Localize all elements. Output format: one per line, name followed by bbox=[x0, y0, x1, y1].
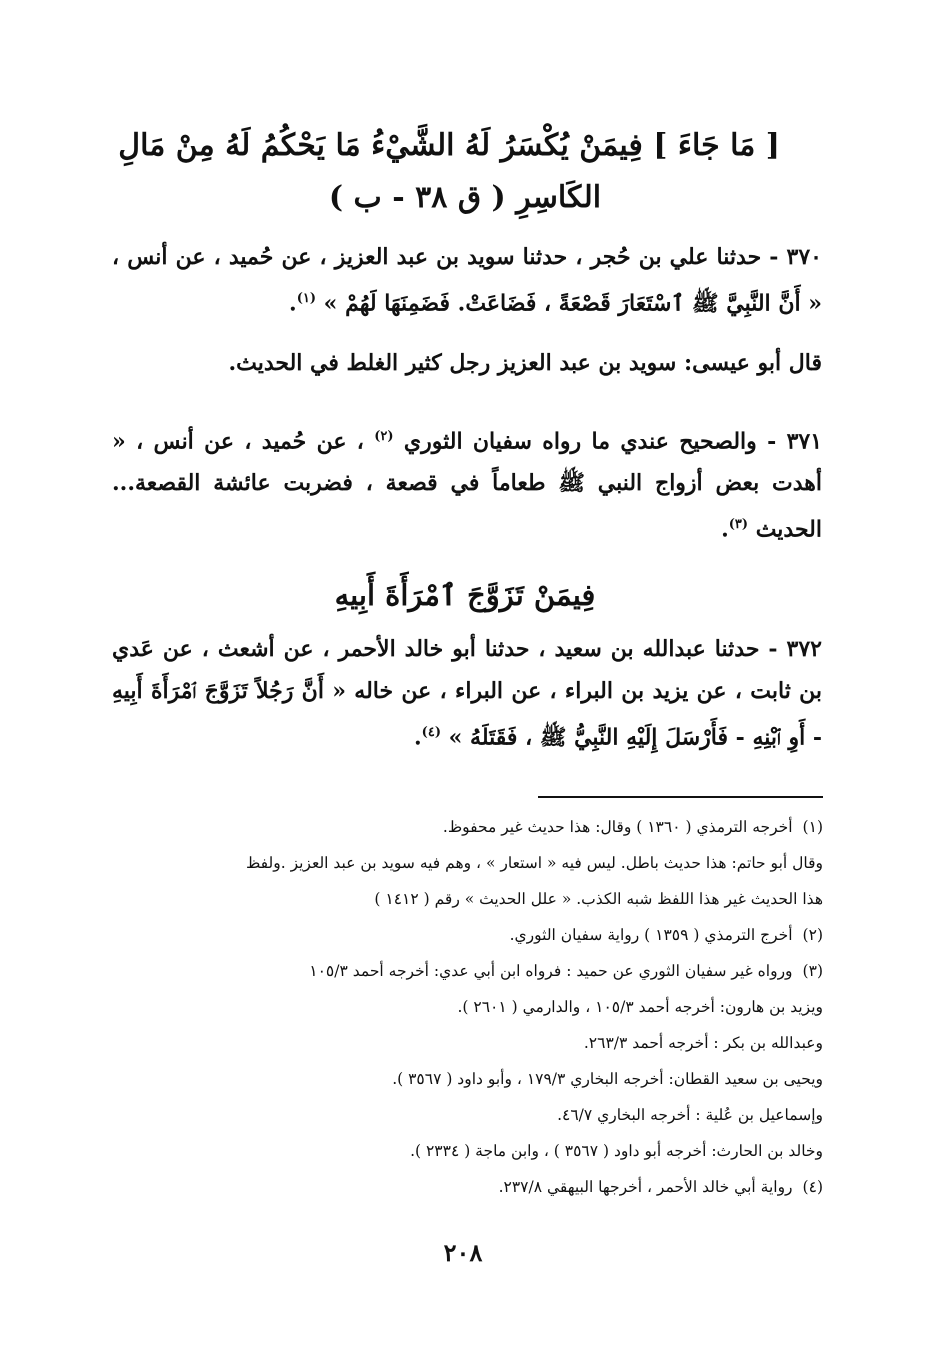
footnote-1-line-3: هذا الحديث غير هذا اللفظ شبه الكذب. « علل الحديث » رقم ( ١٤١٢ ) bbox=[374, 890, 823, 908]
chapter-heading-line-1: [ مَا جَاءَ ] فِيمَنْ يُكْسَرُ لَهُ الشَّيْءُ مَا يَحْكُمُ لَهُ مِنْ مَالِ bbox=[118, 128, 780, 163]
hadith-370-paragraph: ٣٧٠ - حدثنا علي بن حُجر ، حدثنا سويد بن عبد العزيز ، عن حُميد ، عن أنس ، « أَنَّ النَّبِيَّ ﷺ ٱسْتَعَارَ قَصْعَةً ، فَضَاعَتْ. فَضَمِنَهَا لَهُمْ » $^{(١)}$. bbox=[112, 244, 822, 317]
footnote-divider bbox=[538, 796, 823, 798]
abu-isa-comment: قال أبو عيسى: سويد بن عبد العزيز رجل كثير الغلط في الحديث. bbox=[228, 350, 822, 376]
page-number: ٢٠٨ bbox=[443, 1238, 483, 1267]
hadith-370-text: ٣٧٠ - حدثنا علي بن حُجر ، حدثنا سويد بن عبد العزيز ، عن حُميد ، عن أنس ، « أَنَّ النَّبِيَّ ﷺ ٱسْتَعَارَ قَصْعَةً ، فَضَاعَتْ. فَضَمِنَهَا لَهُمْ » bbox=[112, 244, 822, 317]
hadith-372-text: ٣٧٢ - حدثنا عبدالله بن سعيد ، حدثنا أبو خالد الأحمر ، عن أشعث ، عن عَدي بن ثابت ، عن يزيد بن البراء ، عن البراء ، عن خاله « أَنَّ رَجُلاً تَزَوَّجَ ٱمْرَأَةَ أَبِيهِ - أَوِ ٱبْنِهِ - فَأَرْسَلَ إِلَيْهِ النَّبِيُّ ﷺ ، فَقَتَلَهُ » bbox=[112, 636, 822, 751]
footnote-ref-3: (٣) bbox=[728, 517, 749, 533]
chapter-heading-line-2: الكَاسِرِ ( ق ٣٨ - ب ) bbox=[328, 180, 602, 215]
footnote-1-line-2: وقال أبو حاتم: هذا حديث باطل. ليس فيه « استعار » ، وهم فيه سويد بن عبد العزيز .ولفظ bbox=[245, 854, 823, 872]
hadith-371-paragraph bbox=[112, 416, 822, 551]
footnote-2-number: (٢) bbox=[802, 926, 823, 944]
footnote-3-line-5: وإسماعيل بن عُلية : أخرجه البخاري ٤٦/٧. bbox=[557, 1106, 823, 1124]
footnote-1-line-1 bbox=[100, 812, 823, 842]
section-heading: فِيمَنْ تَزَوَّجَ ٱمْرَأَةَ أَبِيهِ bbox=[334, 578, 596, 612]
footnote-1-number: (١) bbox=[802, 818, 823, 836]
footnote-3-line-2: ويزيد بن هارون: أخرجه أحمد ١٠٥/٣ ، والدارمي ( ٢٦٠١ ). bbox=[457, 998, 823, 1016]
hadith-372-end: . bbox=[414, 724, 422, 751]
footnote-4-line-1 bbox=[100, 1172, 823, 1202]
footnote-3-number: (٣) bbox=[802, 962, 823, 980]
footnote-3-line-1 bbox=[100, 956, 823, 986]
footnote-3-text: ورواه غير سفيان الثوري عن حميد : فرواه ابن أبي عدي: أخرجه أحمد ١٠٥/٣ bbox=[309, 962, 793, 980]
footnote-3-line-3: وعبدالله بن بكر : أخرجه أحمد ٢٦٣/٣. bbox=[583, 1034, 823, 1052]
footnote-ref-2: (٢) bbox=[374, 429, 394, 444]
footnote-2-text: أخرج الترمذي ( ١٣٥٩ ) رواية سفيان الثوري. bbox=[509, 926, 793, 944]
hadith-371-text-2: ، عن حُميد ، عن أنس ، « أهدت بعض أزواج النبي ﷺ طعاماً في قصعة ، فضربت عائشة القصعة... الحديث bbox=[112, 428, 822, 543]
footnote-3-line-6: وخالد بن الحارث: أخرجه أبو داود ( ٣٥٦٧ ) ، وابن ماجة ( ٢٣٣٤ ). bbox=[410, 1142, 823, 1160]
footnote-2-line-1 bbox=[100, 920, 823, 950]
footnote-4-text: رواية أبي خالد الأحمر ، أخرجها البيهقي ٢٣٧/٨. bbox=[498, 1178, 793, 1196]
hadith-371-end: . bbox=[721, 516, 729, 543]
footnote-3-line-4: ويحيى بن سعيد القطان: أخرجه البخاري ١٧٩/٣ ، وأبو داود ( ٣٥٦٧ ). bbox=[392, 1070, 823, 1088]
hadith-371-text-1: ٣٧١ - والصحيح عندي ما رواه سفيان الثوري bbox=[403, 428, 823, 455]
hadith-372-paragraph bbox=[112, 628, 822, 758]
footnote-1-text: أخرجه الترمذي ( ١٣٦٠ ) وقال: هذا حديث غير محفوظ. bbox=[442, 818, 793, 836]
footnote-4-number: (٤) bbox=[802, 1178, 823, 1196]
footnote-ref-4: (٤) bbox=[421, 725, 441, 740]
footnote-ref-1: (١) bbox=[296, 291, 316, 306]
